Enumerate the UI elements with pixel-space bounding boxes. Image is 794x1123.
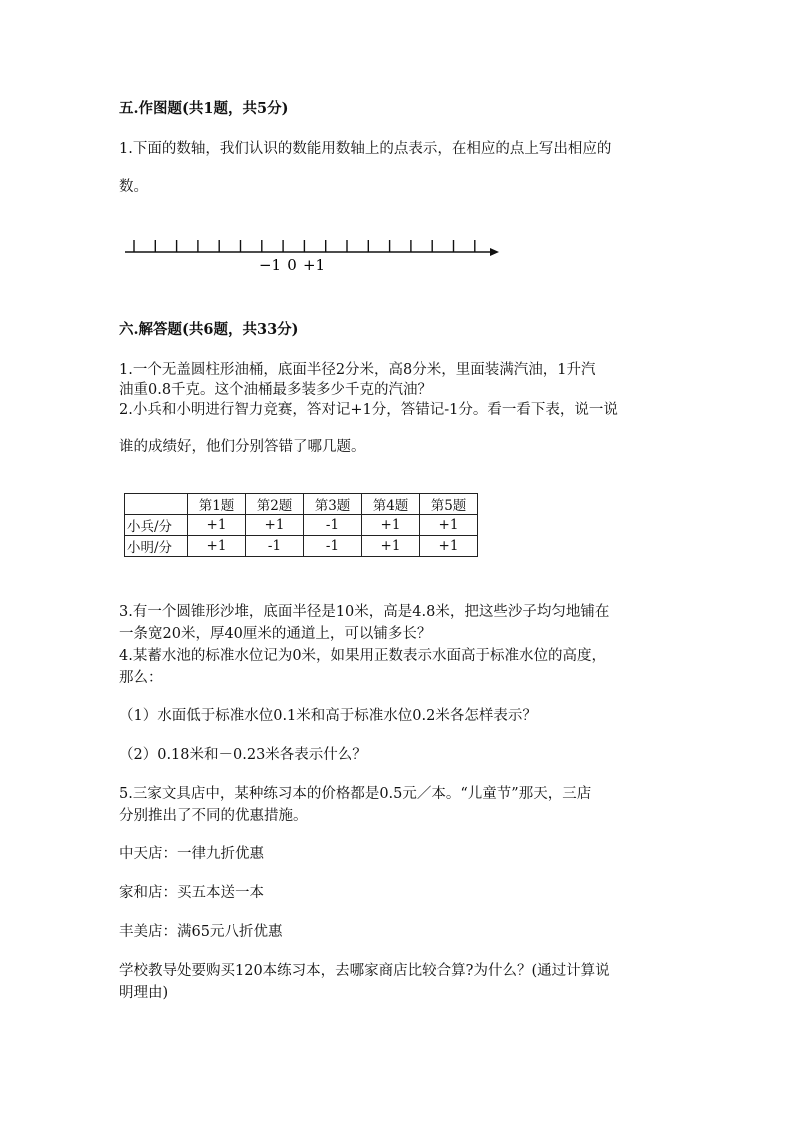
table-header-cell: 第5题	[420, 494, 478, 515]
table-cell: -1	[304, 536, 362, 557]
table-row	[125, 515, 478, 536]
store-jiahe: 家和店：买五本送一本	[119, 885, 264, 901]
table-cell: +1	[362, 536, 420, 557]
s6-question-4-line-2: 那么：	[119, 670, 163, 686]
s6-question-3-line-2: 一条宽20米，厚40厘米的通道上，可以铺多长？	[119, 626, 432, 642]
table-cell: +1	[420, 515, 478, 536]
s6-question-5-ask-line-1: 学校教导处要购买120本练习本，去哪家商店比较合算?为什么？(通过计算说	[119, 963, 610, 979]
label-plus-one: +1	[302, 256, 326, 274]
s6-question-2-line-2: 谁的成绩好，他们分别答错了哪几题。	[119, 439, 366, 455]
table-header-cell: 第3题	[304, 494, 362, 515]
s6-question-1-line-2: 油重0.8千克。这个油桶最多装多少千克的汽油？	[119, 382, 433, 398]
table-cell: +1	[420, 536, 478, 557]
s6-question-4-line-1: 4.某蓄水池的标准水位记为0米，如果用正数表示水面高于标准水位的高度，	[119, 648, 607, 664]
table-header-cell: 第2题	[246, 494, 304, 515]
table-header-cell: 第4题	[362, 494, 420, 515]
table-cell: -1	[246, 536, 304, 557]
section-5-heading: 五.作图题(共1题，共5分)	[119, 100, 289, 117]
score-table	[124, 493, 478, 557]
s6-question-3-line-1: 3.有一个圆锥形沙堆，底面半径是10米，高是4.8米，把这些沙子均匀地铺在	[119, 604, 610, 620]
s6-question-4-sub-1: （1）水面低于标准水位0.1米和高于标准水位0.2米各怎样表示？	[119, 708, 537, 724]
label-minus-one: −1	[258, 256, 282, 274]
s6-question-2-line-1: 2.小兵和小明进行智力竞赛，答对记+1分，答错记-1分。看一看下表，说一说	[119, 402, 618, 418]
s6-question-4-sub-2: （2）0.18米和－0.23米各表示什么？	[119, 747, 367, 763]
table-cell: -1	[304, 515, 362, 536]
s6-question-1-line-1: 1.一个无盖圆柱形油桶，底面半径2分米，高8分米，里面装满汽油，1升汽	[119, 362, 596, 378]
s6-question-5-line-1: 5.三家文具店中，某种练习本的价格都是0.5元／本。“儿童节”那天，三店	[119, 786, 592, 802]
table-cell: +1	[362, 515, 420, 536]
table-row	[125, 536, 478, 557]
number-line	[120, 228, 510, 276]
store-fengmei: 丰美店：满65元八折优惠	[119, 924, 283, 940]
table-header-cell	[125, 494, 188, 515]
s6-question-5-ask-line-2: 明理由)	[119, 985, 169, 1001]
number-line-arrow	[490, 248, 499, 256]
table-row-label: 小兵/分	[125, 515, 188, 536]
label-zero: 0	[287, 256, 297, 274]
table-cell: +1	[246, 515, 304, 536]
store-zhongtian: 中天店：一律九折优惠	[119, 846, 264, 862]
s5-question-1-line-1: 1.下面的数轴，我们认识的数能用数轴上的点表示，在相应的点上写出相应的	[119, 141, 612, 157]
section-6-heading: 六.解答题(共6题，共33分)	[119, 321, 299, 338]
s6-question-5-line-2: 分别推出了不同的优惠措施。	[119, 808, 308, 824]
table-row-label: 小明/分	[125, 536, 188, 557]
table-header-cell: 第1题	[188, 494, 246, 515]
s5-question-1-line-2: 数。	[119, 179, 148, 195]
table-cell: +1	[188, 515, 246, 536]
number-line-ticks	[134, 240, 475, 252]
table-cell: +1	[188, 536, 246, 557]
table-header-row	[125, 494, 478, 515]
